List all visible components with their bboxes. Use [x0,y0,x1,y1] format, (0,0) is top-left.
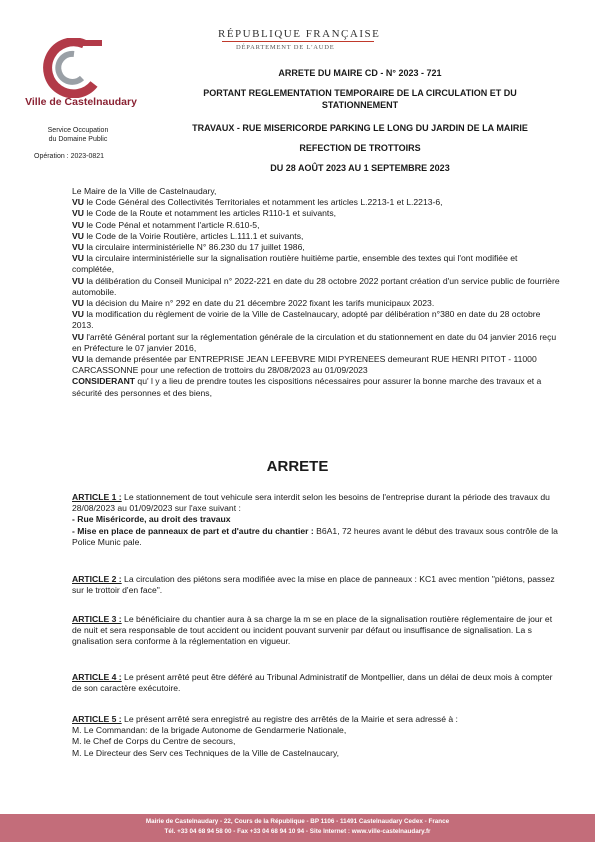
visa: VU la décision du Maire n° 292 en date du 21 décembre 2022 fixant les tarifs municipaux 2023. [72,298,435,309]
article-5: ARTICLE 5 : Le présent arrêté sera enregistré au registre des arrêtés de la Mairie et sera adressé à : M. Le Commandan: de la brigade Autonome de Gendarmerie Nationale, M. le Chef de Corps du Centre de secours, M. Le Directeur des Serv ces Techniques de la Ville de Castelnaucary, [72,714,458,758]
arrete-number: ARRETE DU MAIRE CD - N° 2023 - 721 [278,68,442,78]
visa: VU le Code Général des Collectivités Territoriales et notamment les articles L.2213-1 et L.2213-6, [72,197,443,208]
masthead-divider [222,41,374,42]
visa: VU la modification du règlement de voirie de la Ville de Castelnaucary, adopté par délibération n°380 en date du 28 octobre 2013. [72,309,541,331]
operation-number: Opération : 2023-0821 [34,153,105,160]
article-2: ARTICLE 2 : La circulation des piétons sera modifiée avec la mise en place de panneaux : KC1 avec mention "piétons, passez sur le trottoir d'en face". [72,574,555,596]
arrete-subject-2: STATIONNEMENT [321,100,399,110]
arrete-subject-1: PORTANT REGLEMENTATION TEMPORAIRE DE LA CIRCULATION ET DU [203,88,517,98]
departement: DÉPARTEMENT DE L'AUDE [236,44,335,51]
visa: VU l'arrêté Général portant sur la réglementation générale de la circulation et du stationnement en date du 04 janvier 2016 reçu en Préfecture le 07 janvier 2016, [72,331,557,353]
visa: VU la délibération du Conseil Municipal n° 2022-221 en date du 28 octobre 2022 portant création d'un service public de fourrière automobile. [72,275,560,297]
arrete-works-type: REFECTION DE TROTTOIRS [299,143,421,153]
visa: VU le Code Pénal et notamment l'article R.610-5, [72,219,260,230]
arrete-works: TRAVAUX - RUE MISERICORDE PARKING LE LONG DU JARDIN DE LA MAIRIE [192,123,528,133]
visa: VU le Code de la Route et notamment les articles R110-1 et suivants, [72,208,337,219]
footer-contact: Tél. +33 04 68 94 58 00 - Fax +33 04 68 94 10 94 - Site Internet : www.ville-castelnaudary.fr [164,828,431,835]
visa: VU la circulaire interministérielle sur la signalisation routière huitième partie, ensemble des textes qui l'ont modifiée et complétée, [72,253,518,275]
visa: VU la circulaire interministérielle N° 86.230 du 17 juillet 1986, [72,242,305,253]
city-logo [36,38,106,98]
article-4: ARTICLE 4 : Le présent arrêté peut être déféré au Tribunal Administratif de Montpellier, dans un délai de deux mois à compter de son caractère exécutoire. [72,672,553,694]
city-name: Ville de Castelnaudary [25,96,137,108]
service-label: Service Occupation du Domaine Public [47,127,109,143]
article-1: ARTICLE 1 : Le stationnement de tout vehicule sera interdit selon les besoins de l'entreprise durant la période des travaux du 28/08/2023 au 01/09/2023 sur l'axe suivant : - Rue Miséricorde, au droit des travaux - Mise en place de panneaux de part et d'autre du chantier : B6A1, 72 heures avant le début des travaux sous contrôle de la Police Munic pale. [72,492,558,547]
article-3: ARTICLE 3 : Le bénéficiaire du chantier aura à sa charge la m se en place de la signalisation routière réglementaire de jour et de nuit et sera responsable de tout accident ou incident pouvant survenir par défaut ou insuffisance de signalisation. La s gnalisation sera conforme à la réglementation en vigueur. [72,614,553,647]
footer-address: Mairie de Castelnaudary - 22, Cours de la République - BP 1106 - 11491 Castelnaudary Cedex - France [145,818,450,825]
arrete-title: ARRETE [266,458,329,475]
visas-block [72,186,560,399]
visa: VU le Code de la Voirie Routière, articles L.111.1 et suivants, [72,230,304,241]
considerant: CONSIDERANT qu' l y a lieu de prendre toutes les cispositions nécessaires pour assurer la bonne marche des travaux et a sécurité des personnes et des biens, [72,376,542,398]
republique-francaise: RÉPUBLIQUE FRANÇAISE [218,28,381,40]
visa: VU la demande présentée par ENTREPRISE JEAN LEFEBVRE MIDI PYRENEES demeurant RUE HENRI PITOT - 11000 CARCASSONNE pour une refection de trottoirs du 28/08/2023 au 01/09/2023 [72,354,537,376]
arrete-dates: DU 28 AOÛT 2023 AU 1 SEPTEMBRE 2023 [270,163,450,173]
intro: Le Maire de la Ville de Castelnaudary, [72,186,217,196]
